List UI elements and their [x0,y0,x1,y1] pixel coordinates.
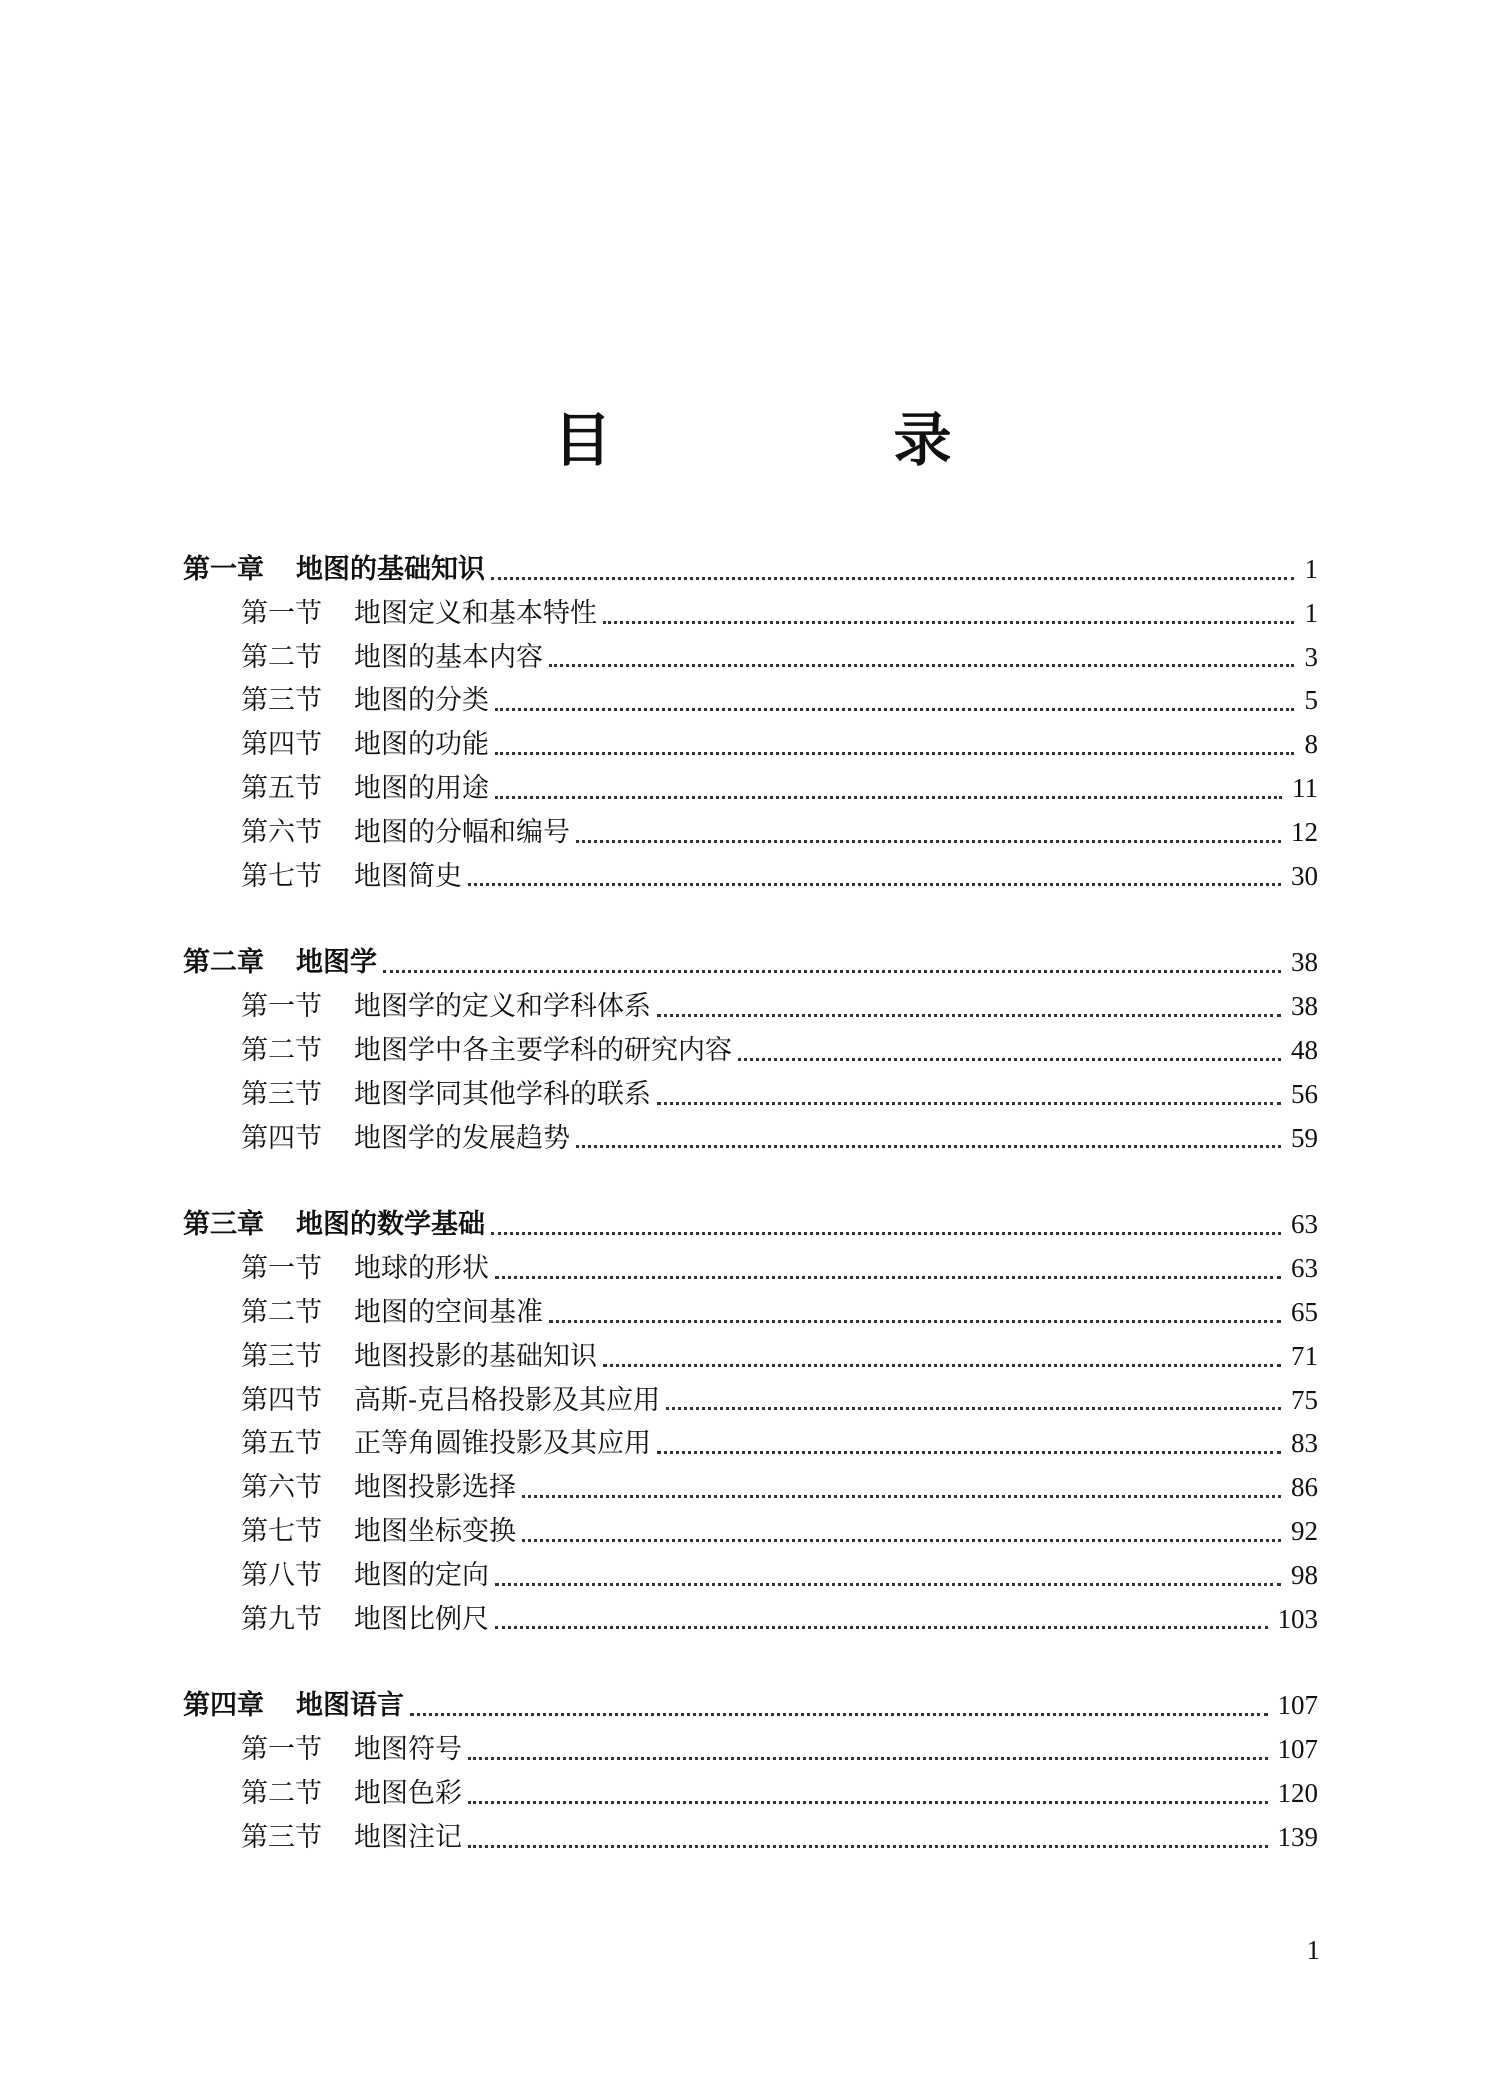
section-title: 地图的分幅和编号 [354,816,570,848]
chapter-title: 地图的数学基础 [296,1209,485,1241]
section-page-number: 86 [1291,1472,1318,1503]
chapter-page-number: 107 [1277,1690,1318,1721]
dot-leader [495,752,1294,755]
chapter-title: 地图学 [296,947,377,979]
toc-section-entry [183,811,1318,855]
section-label: 第四节 [241,729,322,761]
section-page-number: 3 [1304,641,1318,672]
section-page-number: 38 [1291,991,1318,1022]
section-title: 地图比例尺 [354,1603,489,1635]
section-title: 地图坐标变换 [354,1515,516,1547]
dot-leader [468,883,1281,886]
section-title: 地图学同其他学科的联系 [354,1078,651,1110]
toc-section-entry [183,985,1318,1029]
dot-leader [468,1845,1268,1848]
chapter-page-number: 1 [1304,554,1318,584]
section-page-number: 63 [1291,1253,1318,1284]
section-title: 地图注记 [354,1821,462,1853]
section-label: 第一节 [241,991,322,1023]
dot-leader [522,1539,1281,1542]
section-label: 第二节 [241,1777,322,1809]
section-label: 第二节 [241,1296,322,1328]
section-label: 第九节 [241,1603,322,1635]
section-title: 地图定义和基本特性 [354,597,597,629]
dot-leader [495,1276,1281,1279]
chapter-block [183,548,1318,898]
section-page-number: 75 [1291,1384,1318,1415]
section-title: 地图简史 [354,860,462,892]
section-page-number: 56 [1291,1078,1318,1109]
section-title: 地图的基本内容 [354,641,543,673]
section-label: 第五节 [241,1428,322,1460]
toc-section-entry [183,1117,1318,1161]
section-title: 地图色彩 [354,1777,462,1809]
section-page-number: 5 [1304,685,1318,716]
toc-chapter-entry [183,1684,1318,1728]
section-label: 第七节 [241,860,322,892]
section-title: 地图学的发展趋势 [354,1122,570,1154]
toc-section-entry [183,1598,1318,1642]
chapter-label: 第二章 [183,947,264,979]
section-page-number: 11 [1292,772,1318,803]
section-label: 第二节 [241,641,322,673]
toc-section-entry [183,723,1318,767]
toc-section-entry [183,1335,1318,1379]
section-page-number: 83 [1291,1428,1318,1459]
dot-leader [576,1145,1281,1148]
chapter-block [183,1684,1318,1859]
chapter-title: 地图的基础知识 [296,554,485,585]
chapter-label: 第三章 [183,1209,264,1241]
section-title: 地图的空间基准 [354,1296,543,1328]
dot-leader [549,664,1294,667]
section-label: 第四节 [241,1122,322,1154]
section-label: 第三节 [241,1078,322,1110]
dot-leader [657,1451,1281,1454]
section-page-number: 59 [1291,1122,1318,1153]
chapter-block [183,1203,1318,1641]
dot-leader [410,1713,1268,1716]
section-title: 地球的形状 [354,1253,489,1285]
section-label: 第三节 [241,1340,322,1372]
section-page-number: 71 [1291,1340,1318,1371]
section-page-number: 30 [1291,860,1318,891]
section-title: 高斯-克吕格投影及其应用 [354,1384,661,1416]
dot-leader [495,1626,1268,1629]
section-title: 地图符号 [354,1734,462,1766]
section-title: 地图投影选择 [354,1472,516,1504]
section-page-number: 139 [1277,1821,1318,1852]
toc-section-entry [183,1379,1318,1423]
toc-section-entry [183,592,1318,636]
section-label: 第四节 [241,1384,322,1416]
section-label: 第三节 [241,685,322,717]
dot-leader [657,1102,1281,1105]
dot-leader [603,1364,1281,1367]
section-page-number: 98 [1291,1559,1318,1590]
section-title: 地图学中各主要学科的研究内容 [354,1034,732,1066]
dot-leader [522,1495,1281,1498]
section-page-number: 8 [1304,729,1318,760]
toc-section-entry [183,1291,1318,1335]
section-page-number: 103 [1277,1603,1318,1634]
section-label: 第八节 [241,1559,322,1591]
toc-section-entry [183,1247,1318,1291]
section-page-number: 107 [1277,1734,1318,1765]
toc-section-entry [183,1510,1318,1554]
dot-leader [738,1058,1281,1061]
dot-leader [495,796,1282,799]
section-label: 第一节 [241,1253,322,1285]
section-label: 第二节 [241,1034,322,1066]
chapter-block [183,941,1318,1160]
toc-section-entry [183,1554,1318,1598]
section-label: 第六节 [241,1472,322,1504]
toc-section-entry [183,855,1318,899]
toc-section-entry [183,1728,1318,1772]
page-title: 目 录 [553,406,1064,474]
section-title: 地图投影的基础知识 [354,1340,597,1372]
toc-section-entry [183,636,1318,680]
section-title: 地图的分类 [354,685,489,717]
dot-leader [603,621,1294,624]
dot-leader [657,1014,1281,1017]
toc-section-entry [183,1772,1318,1816]
table-of-contents [183,548,1318,1860]
chapter-page-number: 63 [1291,1209,1318,1240]
dot-leader [495,1583,1281,1586]
section-page-number: 12 [1291,816,1318,847]
toc-section-entry [183,1816,1318,1860]
toc-section-entry [183,1466,1318,1510]
dot-leader [468,1801,1268,1804]
section-title: 地图的定向 [354,1559,489,1591]
section-title: 正等角圆锥投影及其应用 [354,1428,651,1460]
dot-leader [495,708,1294,711]
dot-leader [491,577,1294,580]
section-label: 第一节 [241,597,322,629]
dot-leader [549,1320,1281,1323]
toc-section-entry [183,1029,1318,1073]
section-page-number: 48 [1291,1034,1318,1065]
dot-leader [666,1407,1281,1410]
section-page-number: 92 [1291,1515,1318,1546]
toc-section-entry [183,1073,1318,1117]
dot-leader [576,840,1281,843]
dot-leader [491,1232,1281,1235]
chapter-title: 地图语言 [296,1690,404,1722]
section-page-number: 65 [1291,1296,1318,1327]
section-page-number: 120 [1277,1777,1318,1808]
section-title: 地图的用途 [354,772,489,804]
toc-chapter-entry [183,1203,1318,1247]
page-number: 1 [1306,1935,1320,1965]
section-title: 地图学的定义和学科体系 [354,991,651,1023]
toc-chapter-entry [183,941,1318,985]
section-label: 第五节 [241,772,322,804]
section-label: 第一节 [241,1734,322,1766]
section-label: 第六节 [241,816,322,848]
toc-section-entry [183,767,1318,811]
section-title: 地图的功能 [354,729,489,761]
toc-chapter-entry [183,548,1318,592]
chapter-label: 第一章 [183,554,264,585]
dot-leader [468,1757,1268,1760]
dot-leader [383,970,1281,973]
section-page-number: 1 [1304,597,1318,628]
toc-section-entry [183,679,1318,723]
chapter-label: 第四章 [183,1690,264,1722]
toc-section-entry [183,1422,1318,1466]
section-label: 第三节 [241,1821,322,1853]
section-label: 第七节 [241,1515,322,1547]
chapter-page-number: 38 [1291,947,1318,978]
